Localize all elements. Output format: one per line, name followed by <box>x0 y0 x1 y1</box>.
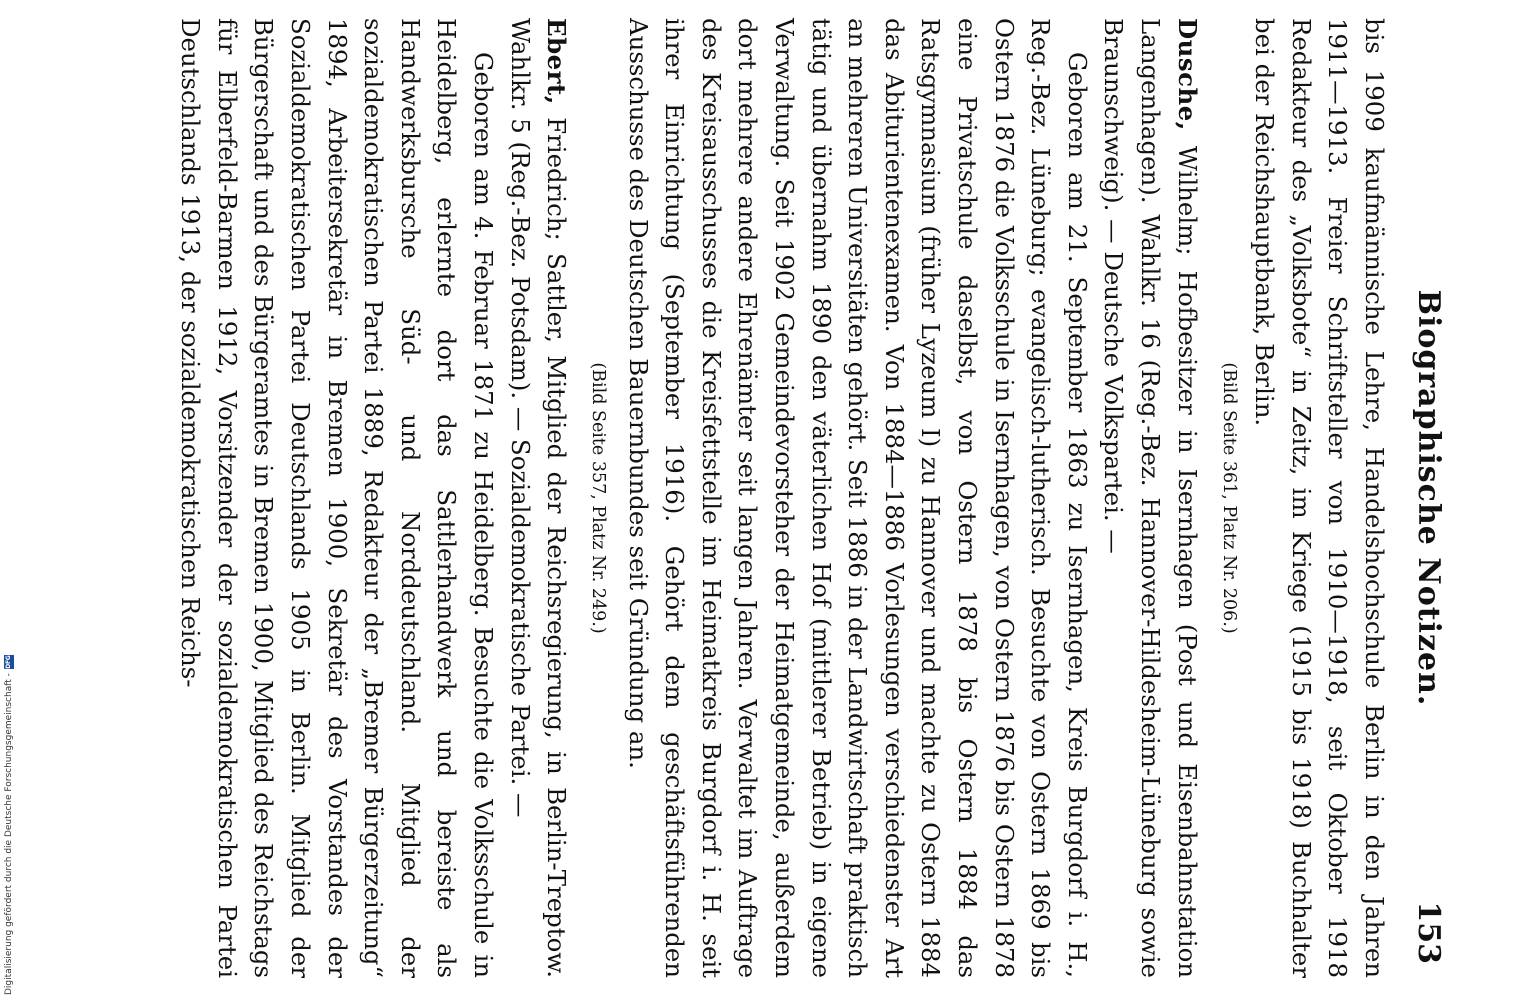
entry-name: Dusche, <box>1172 18 1202 131</box>
entry-header-text: Friedrich; Sattler, Mitglied der Reichsregierung, in Berlin-Treptow. Wahlkr. 5 (Reg.-Bez. Potsdam). — Sozialdemokratische Partei. — <box>505 18 572 978</box>
dfg-logo-icon: DFG <box>5 655 12 669</box>
running-title: Biographische Notizen. <box>1411 289 1446 707</box>
digitization-attribution <box>4 655 14 995</box>
running-head <box>1400 18 1450 978</box>
attribution-text: Digitalisierung gefördert durch die Deutsche Forschungsgemeinschaft - <box>4 673 14 995</box>
paragraph-continuation: bis 1909 kaufmännische Lehre, Handelshochschule Berlin in den Jahren 1911—1913. Freier Schriftsteller von 1910—1918, seit Oktober 1918 Redakteur des „Volksbote“ in Zeitz, im Kriege (1915 bis 1918) Buchhalter bei der Reichshauptbank, Berlin. <box>1250 18 1389 978</box>
rotated-page <box>176 18 1450 978</box>
entry-name: Ebert, <box>542 18 572 105</box>
entry-header-text: Wilhelm; Hofbesitzer in Isernhagen (Post und Eisenbahnstation Langenhagen). Wahlkr. 16 (Reg.-Bez. Hannover-Hildesheim-Lüneburg sowie Braunschweig). — Deutsche Volkspartei. — <box>1099 18 1202 978</box>
page-number: 153 <box>1411 901 1446 964</box>
image-caption: (Bild Seite 357, Platz Nr. 249.) <box>588 362 609 634</box>
paragraph-dusche-bio: Geboren am 21. September 1863 zu Isernhagen, Kreis Burgdorf i. H., Reg.-Bez. Lüneburg; evangelisch-lutherisch. Besuchte von Ostern 1869 bis Ostern 1876 die Volksschule in Isernhagen, von Ostern 1876 bis Ostern 1878 eine Privatschule daselbst, von Ostern 1878 bis Ostern 1884 das Ratsgymnasium (früher Lyzeum I) zu Hannover und machte zu Ostern 1884 das Abiturientenexamen. Von 1884—1886 Vorlesungen verschiedenster Art an mehreren Universitäten gehört. Seit 1886 in der Landwirtschaft praktisch tätig und übernahm 1890 den väterlichen Hof (mittlerer Betrieb) in eigene Verwaltung. Seit 1902 Gemeindevorsteher der Heimatgemeinde, außerdem dort mehrere andere Ehrenämter seit langen Jahren. Verwaltet im Auftrage des Kreisausschusses die Kreisfettstelle im Heimatkreis Burgdorf i. H. seit ihrer Einrichtung (September 1916). Gehört dem geschäftsführenden Ausschusse des Deutschen Bauernbundes seit Gründung an. <box>623 18 1092 978</box>
body-text <box>172 18 1392 978</box>
entry-header-dusche <box>1095 18 1205 978</box>
image-caption: (Bild Seite 361, Platz Nr. 206.) <box>1218 362 1239 634</box>
entry-header-ebert <box>501 18 574 978</box>
paragraph-ebert-bio: Geboren am 4. Februar 1871 zu Heidelberg. Besuchte die Volksschule in Heidelberg, erlernte dort das Sattlerhandwerk und bereiste als Handwerksbursche Süd- und Norddeutschland. Mitglied der sozialdemokratischen Partei 1889, Redakteur der „Bremer Bürgerzeitung“ 1894, Arbeitersekretär in Bremen 1900, Sekretär des Vorstandes der Sozialdemokratischen Partei Deutschlands 1905 in Berlin. Mitglied der Bürgerschaft und des Bürgeramtes in Bremen 1900, Mitglied des Reichstags für Elberfeld-Barmen 1912, Vorsitzender der sozialdemokratischen Partei Deutschlands 1913, der sozialdemokratischen Reichs- <box>176 18 498 978</box>
